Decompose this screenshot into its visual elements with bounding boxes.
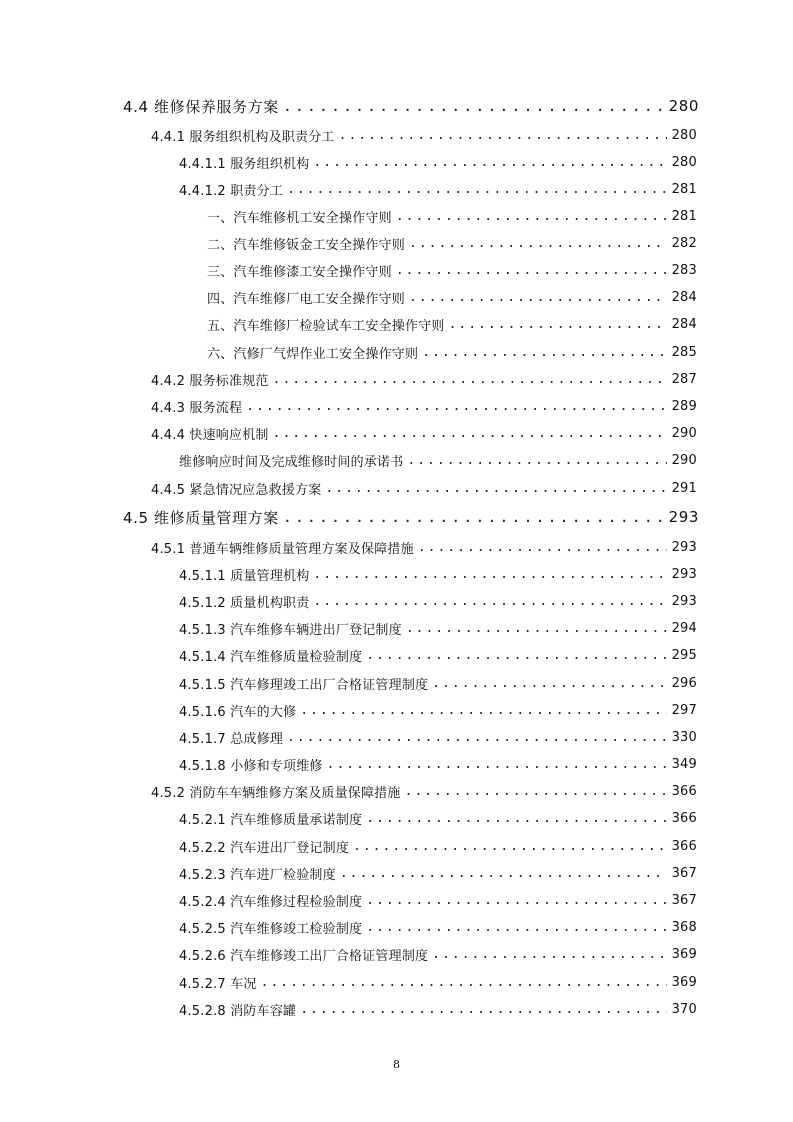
toc-entry-page: 369: [671, 946, 697, 962]
toc-entry-title: 4.5.1.1 质量管理机构: [179, 568, 310, 584]
toc-leader-dots: [353, 839, 667, 854]
toc-entry-title: 4.4.1 服务组织机构及职责分工: [151, 129, 335, 145]
toc-entry-4-5-1-7[interactable]: [179, 726, 697, 748]
toc-entry-4-5-2[interactable]: [151, 780, 697, 802]
toc-entry-title: 4.5 维修质量管理方案: [123, 508, 279, 527]
toc-leader-dots: [300, 703, 667, 718]
toc-entry-title: 4.5.2.4 汽车维修过程检验制度: [179, 894, 363, 910]
toc-entry-title: 4.5.2.3 汽车进厂检验制度: [179, 867, 336, 883]
toc-entry-rule-1[interactable]: [207, 205, 697, 227]
toc-entry-page: 280: [671, 127, 697, 143]
toc-entry-commitment-letter[interactable]: [179, 449, 697, 471]
toc-entry-title: 4.5.2.6 汽车维修竣工出厂合格证管理制度: [179, 948, 429, 964]
toc-entry-title: 4.5.1.3 汽车维修车辆进出厂登记制度: [179, 622, 402, 638]
toc-leader-dots: [409, 290, 667, 305]
toc-entry-rule-3[interactable]: [207, 259, 697, 281]
toc-entry-4-5-1-5[interactable]: [179, 672, 697, 694]
toc-leader-dots: [366, 648, 667, 663]
toc-entry-4-5-1-8[interactable]: [179, 753, 697, 775]
toc-entry-page: 284: [671, 289, 697, 305]
toc-entry-page: 330: [671, 729, 697, 745]
toc-entry-4-5-2-2[interactable]: [179, 835, 697, 857]
toc-leader-dots: [246, 399, 667, 414]
toc-leader-dots: [287, 730, 667, 745]
toc-entry-title: 4.5.1.5 汽车修理竣工出厂合格证管理制度: [179, 677, 429, 693]
toc-entry-title: 4.5.1.7 总成修理: [179, 731, 284, 747]
toc-entry-title: 4.5.1 普通车辆维修质量管理方案及保障措施: [151, 541, 414, 557]
toc-entry-page: 293: [671, 566, 697, 582]
toc-entry-4-5-2-5[interactable]: [179, 916, 697, 938]
toc-leader-dots: [366, 811, 667, 826]
toc-leader-dots: [432, 947, 667, 962]
toc-leader-dots: [300, 1002, 667, 1017]
toc-entry-page: 296: [671, 675, 697, 691]
toc-entry-page: 368: [671, 919, 697, 935]
toc-leader-dots: [418, 540, 667, 555]
toc-leader-dots: [422, 345, 667, 360]
toc-entry-page: 289: [671, 398, 697, 414]
toc-entry-title: 4.4.2 服务标准规范: [151, 373, 269, 389]
toc-entry-4-5-2-4[interactable]: [179, 889, 697, 911]
toc-entry-4-4-1[interactable]: [151, 124, 697, 146]
toc-entry-4-4-5[interactable]: [151, 477, 697, 499]
toc-entry-page: 366: [671, 810, 697, 826]
toc-entry-title: 四、汽车维修厂电工安全操作守则: [207, 291, 406, 307]
toc-entry-page: 287: [671, 371, 697, 387]
page-number: 8: [393, 1058, 400, 1071]
toc-entry-4-5-1-4[interactable]: [179, 644, 697, 666]
toc-leader-dots: [313, 155, 667, 170]
toc-entry-page: 280: [668, 97, 699, 115]
toc-entry-4-5-1-1[interactable]: [179, 563, 697, 585]
toc-entry-title: 4.5.1.6 汽车的大修: [179, 704, 297, 720]
toc-entry-page: 280: [671, 154, 697, 170]
toc-entry-4-5-1-3[interactable]: [179, 617, 697, 639]
toc-leader-dots: [396, 209, 667, 224]
toc-entry-page: 290: [671, 452, 697, 468]
toc-leader-dots: [366, 920, 667, 935]
toc-entry-title: 二、汽车维修钣金工安全操作守则: [207, 237, 406, 253]
toc-entry-title: 维修响应时间及完成维修时间的承诺书: [179, 454, 404, 470]
toc-entry-rule-5[interactable]: [207, 313, 697, 335]
toc-leader-dots: [409, 236, 667, 251]
toc-entry-4-5-2-3[interactable]: [179, 862, 697, 884]
toc-entry-title: 4.5.1.4 汽车维修质量检验制度: [179, 649, 363, 665]
toc-entry-title: 4.4.1.1 服务组织机构: [179, 156, 310, 172]
toc-entry-page: 366: [671, 783, 697, 799]
toc-entry-page: 367: [671, 892, 697, 908]
toc-entry-title: 六、汽修厂气焊作业工安全操作守则: [207, 346, 419, 362]
toc-entry-title: 4.4.3 服务流程: [151, 400, 243, 416]
toc-leader-dots: [273, 426, 667, 441]
toc-entry-title: 4.5.2.5 汽车维修竣工检验制度: [179, 921, 363, 937]
toc-entry-title: 4.4.4 快速响应机制: [151, 427, 269, 443]
toc-entry-title: 4.5.2.1 汽车维修质量承诺制度: [179, 812, 363, 828]
toc-entry-4-5-2-1[interactable]: [179, 807, 697, 829]
toc-entry-page: 291: [671, 480, 697, 496]
toc-leader-dots: [432, 676, 667, 691]
toc-entry-title: 4.5.2 消防车车辆维修方案及质量保障措施: [151, 785, 401, 801]
toc-entry-page: 283: [671, 262, 697, 278]
toc-entry-4-4-1-1[interactable]: [179, 151, 697, 173]
toc-entry-title: 4.4 维修保养服务方案: [123, 97, 279, 116]
toc-entry-title: 一、汽车维修机工安全操作守则: [207, 210, 392, 226]
toc-leader-dots: [287, 182, 667, 197]
toc-leader-dots: [339, 128, 667, 143]
toc-entry-title: 五、汽车维修厂检验试车工安全操作守则: [207, 318, 445, 334]
toc-leader-dots: [261, 975, 667, 990]
toc-entry-page: 294: [671, 620, 697, 636]
toc-entry-title: 4.5.2.2 汽车进出厂登记制度: [179, 840, 350, 856]
toc-entry-page: 367: [671, 865, 697, 881]
toc-leader-dots: [396, 263, 667, 278]
toc-entry-4-5-1-2[interactable]: [179, 590, 697, 612]
toc-leader-dots: [449, 317, 667, 332]
toc-entry-page: 349: [671, 756, 697, 772]
toc-leader-dots: [407, 453, 667, 468]
toc-entry-title: 4.5.1.2 质量机构职责: [179, 595, 310, 611]
toc-entry-rule-4[interactable]: [207, 286, 697, 308]
toc-entry-title: 4.4.5 紧急情况应急救援方案: [151, 482, 322, 498]
toc-leader-dots: [405, 784, 667, 799]
toc-entry-4-4[interactable]: [123, 95, 699, 117]
toc-entry-4-5-2-6[interactable]: [179, 943, 697, 965]
toc-entry-page: 282: [671, 235, 697, 251]
toc-entry-page: 281: [671, 181, 697, 197]
toc-entry-4-4-3[interactable]: [151, 395, 697, 417]
toc-leader-dots: [327, 757, 667, 772]
toc-entry-page: 285: [671, 344, 697, 360]
toc-entry-4-5-2-8[interactable]: [179, 998, 697, 1020]
toc-entry-title: 4.5.1.8 小修和专项维修: [179, 758, 323, 774]
toc-entry-4-5-2-7[interactable]: [179, 971, 697, 993]
toc-leader-dots: [313, 567, 667, 582]
toc-entry-page: 290: [671, 425, 697, 441]
toc-entry-title: 4.4.1.2 职责分工: [179, 183, 284, 199]
toc-entry-rule-2[interactable]: [207, 232, 697, 254]
toc-leader-dots: [340, 866, 667, 881]
toc-entry-title: 三、汽车维修漆工安全操作守则: [207, 264, 392, 280]
toc-entry-4-5-1-6[interactable]: [179, 699, 697, 721]
toc-entry-title: 4.5.2.8 消防车容罐: [179, 1003, 297, 1019]
toc-entry-page: 297: [671, 702, 697, 718]
toc-leader-dots: [366, 893, 667, 908]
toc-entry-page: 366: [671, 838, 697, 854]
toc-leader-dots: [325, 481, 667, 496]
toc-entry-page: 370: [671, 1001, 697, 1017]
toc-entry-rule-6[interactable]: [207, 341, 697, 363]
toc-entry-page: 293: [671, 539, 697, 555]
toc-entry-4-4-1-2[interactable]: [179, 178, 697, 200]
toc-entry-page: 293: [671, 593, 697, 609]
toc-entry-page: 281: [671, 208, 697, 224]
toc-leader-dots: [283, 508, 665, 526]
toc-leader-dots: [273, 372, 667, 387]
toc-entry-page: 369: [671, 974, 697, 990]
toc-entry-4-4-2[interactable]: [151, 368, 697, 390]
toc-entry-4-4-4[interactable]: [151, 422, 697, 444]
toc-entry-page: 293: [668, 508, 699, 526]
toc-entry-4-5[interactable]: [123, 506, 699, 528]
toc-leader-dots: [313, 594, 667, 609]
toc-leader-dots: [283, 97, 665, 115]
toc-leader-dots: [406, 621, 667, 636]
toc-entry-title: 4.5.2.7 车况: [179, 976, 257, 992]
toc-entry-4-5-1[interactable]: [151, 536, 697, 558]
toc-entry-page: 284: [671, 316, 697, 332]
toc-entry-page: 295: [671, 647, 697, 663]
